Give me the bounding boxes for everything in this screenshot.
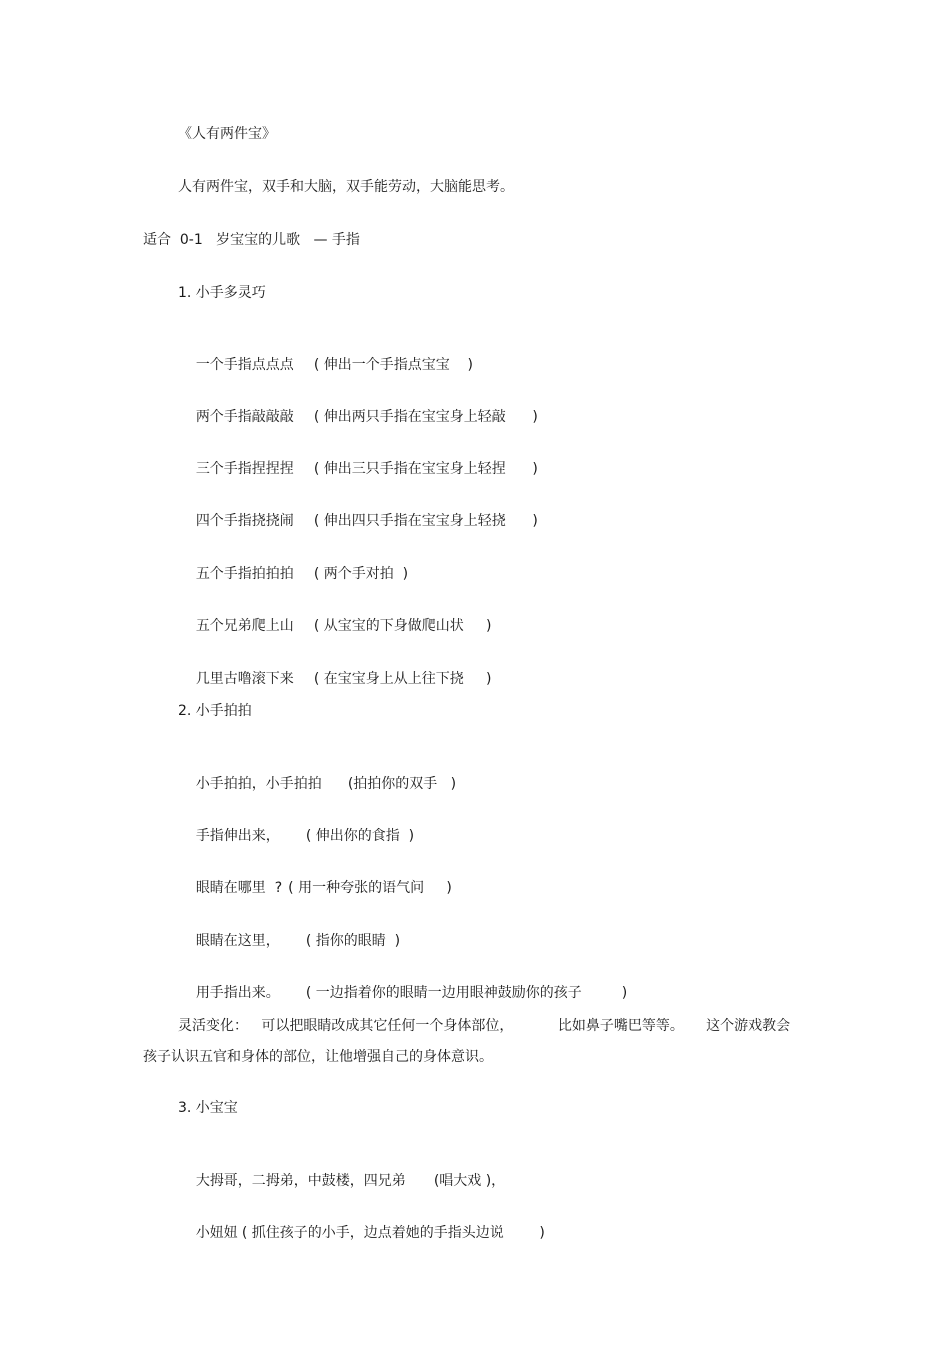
verse-text: 小手拍拍，小手拍拍 [195, 776, 322, 792]
poem-title: 《人有两件宝》 [178, 126, 276, 142]
verse-text: 一个手指点点点 [195, 357, 294, 373]
section-heading: 3. 小宝宝 [178, 1100, 238, 1116]
variation-paragraph-line: 孩子认识五官和身体的部位，让他增强自己的身体意识。 [143, 1049, 493, 1065]
verse-note: ( 从宝宝的下身做爬山状 ) [313, 618, 492, 634]
verse-text: 两个手指敲敲敲 [195, 409, 294, 425]
verse-note: ( 在宝宝身上从上往下挠 ) [313, 671, 492, 687]
verse-line [178, 911, 401, 949]
verse-line [178, 649, 492, 687]
verse-text: 四个手指挠挠闹 [195, 513, 294, 529]
section-heading: 1. 小手多灵巧 [178, 285, 266, 301]
verse-line [178, 596, 492, 634]
verse-text: 几里古噜滚下来 [195, 671, 294, 687]
verse-line [178, 491, 538, 529]
verse-note: ( 两个手对拍 ) [313, 566, 409, 582]
verse-text: 五个手指拍拍拍 [195, 566, 294, 582]
verse-text: 五个兄弟爬上山 [195, 618, 294, 634]
intro-text: 人有两件宝，双手和大脑，双手能劳动，大脑能思考。 [178, 179, 514, 195]
verse-text: 三个手指捏捏捏 [195, 461, 294, 477]
verse-note: ( 用一种夸张的语气问 ) [288, 880, 452, 896]
verse-text: 小妞妞 [195, 1225, 238, 1241]
verse-line [178, 963, 628, 1001]
verse-text: 眼睛在这里， [195, 933, 280, 949]
verse-note: ( 伸出三只手指在宝宝身上轻捏 ) [313, 461, 538, 477]
verse-note: (拍拍你的双手 ) [347, 776, 457, 792]
verse-text: 眼睛在哪里 ? [195, 880, 283, 896]
verse-note: (唱大戏 )， [433, 1173, 506, 1189]
verse-line [178, 806, 415, 844]
verse-note: ( 指你的眼睛 ) [305, 933, 401, 949]
verse-line [178, 439, 538, 477]
subtitle: 适合 0-1 岁宝宝的儿歌 — 手指 [143, 232, 360, 248]
verse-text: 用手指出来。 [195, 985, 280, 1001]
verse-line [178, 544, 409, 582]
verse-text: 手指伸出来， [195, 828, 280, 844]
verse-line [178, 1203, 545, 1241]
verse-line [178, 387, 538, 425]
verse-note: ( 伸出四只手指在宝宝身上轻挠 ) [313, 513, 538, 529]
section-heading: 2. 小手拍拍 [178, 703, 252, 719]
verse-note: ( 伸出两只手指在宝宝身上轻敲 ) [313, 409, 538, 425]
variation-paragraph-line: 灵活变化： 可以把眼睛改成其它任何一个身体部位， 比如鼻子嘴巴等等。 这个游戏教会 [178, 1018, 791, 1034]
verse-note: ( 伸出一个手指点宝宝 ) [313, 357, 473, 373]
verse-note: ( 一边指着你的眼睛一边用眼神鼓励你的孩子 ) [305, 985, 628, 1001]
verse-text: 大拇哥，二拇弟，中鼓楼，四兄弟 [195, 1173, 406, 1189]
verse-line [178, 858, 452, 896]
verse-note: ( 抓住孩子的小手，边点着她的手指头边说 ) [241, 1225, 545, 1241]
verse-line [178, 754, 457, 792]
verse-line [178, 1151, 506, 1189]
verse-line [178, 335, 473, 373]
verse-note: ( 伸出你的食指 ) [305, 828, 415, 844]
